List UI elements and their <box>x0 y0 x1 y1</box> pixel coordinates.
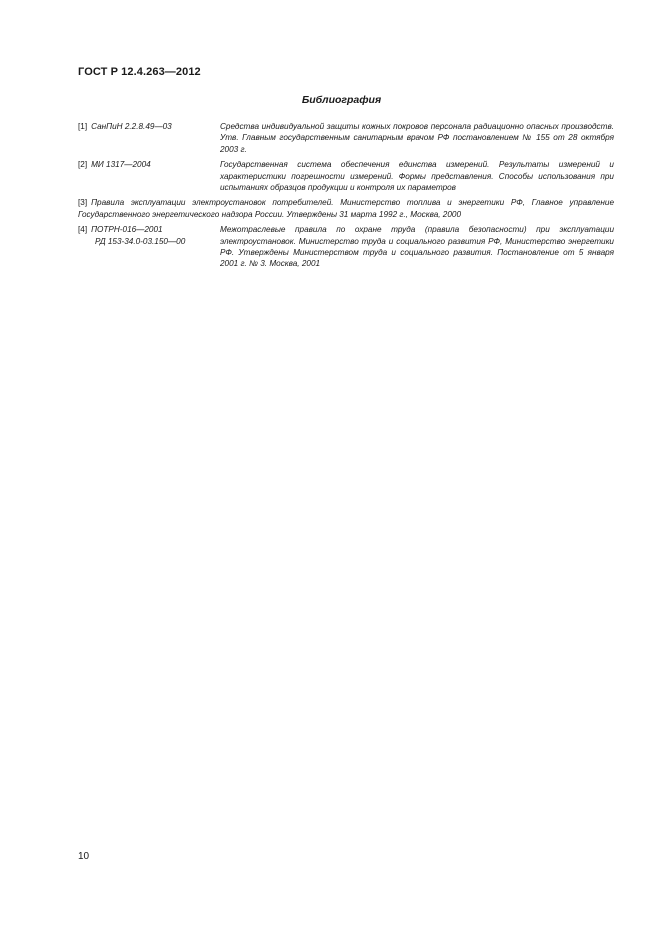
entry-2-number: [2] <box>78 160 88 170</box>
entry-3-number: [3] <box>78 198 88 208</box>
bibliography-entry-3 <box>78 197 614 220</box>
bibliography-entry-2 <box>78 159 614 193</box>
entry-1-code: СанПиН 2.2.8.49—03 <box>91 122 172 131</box>
entry-4-code-2: РД 153-34.0-03.150—00 <box>95 236 186 246</box>
entry-3-text: Правила эксплуатации электроустановок потребителей. Министерство топлива и энергетики РФ, Главное управление Государственного энергетического надзора России. Утверждены 31 марта 1992 г., Москва, 2000 <box>78 198 614 219</box>
page-number: 10 <box>78 851 90 862</box>
entry-2-reference <box>78 159 220 193</box>
entry-4-code-1: ПОТРН-016—2001 <box>91 225 163 235</box>
entry-1-text: Средства индивидуальной защиты кожных покровов персонала радиационно опасных производств. Утв. Главным государственным санитарным врачом РФ постановлением № 155 от 28 октября 2003 г. <box>220 122 614 154</box>
bibliography-title: Библиография <box>301 94 382 106</box>
entry-1-number: [1] <box>78 122 88 131</box>
entry-4-text: Межотраслевые правила по охране труда (правила безопасности) при эксплуатации электроустановок. Министерство труда и социального развития РФ, Министерство энергетики РФ. Утверждены Министерством труда и социального развития. Постановление от 5 января 2001 г. № 3. Москва, 2001 <box>220 225 614 269</box>
entry-4-number: [4] <box>78 225 88 235</box>
document-code: ГОСТ Р 12.4.263—2012 <box>78 66 201 78</box>
bibliography-entry-4 <box>78 224 614 270</box>
entry-2-text: Государственная система обеспечения единства измерений. Результаты измерений и характеристики погрешности измерений. Формы представления. Способы использования при испытаниях образцов продукции и контроля их параметров <box>220 160 614 193</box>
bibliography-entry-1 <box>78 121 614 155</box>
entry-2-code: МИ 1317—2004 <box>91 160 151 170</box>
entry-1-reference <box>78 121 220 155</box>
entry-4-reference <box>78 224 220 270</box>
bibliography-list <box>78 121 614 274</box>
